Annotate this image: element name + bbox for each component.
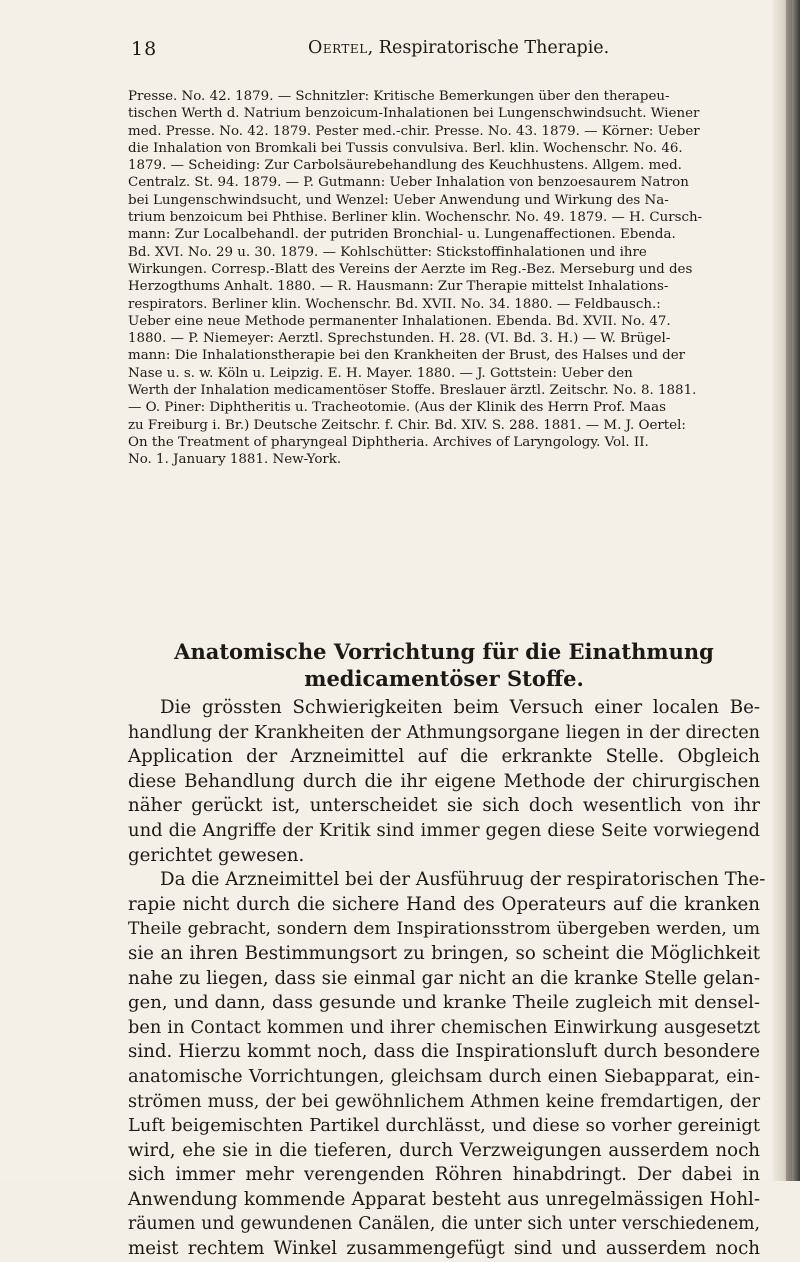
body-line: und die Angriffe der Kritik sind immer gegen diese Seite vorwiegend <box>128 819 760 841</box>
page-number: 18 <box>131 38 158 60</box>
body-line: sind. Hierzu kommt noch, dass die Inspirationsluft durch besondere <box>128 1041 760 1063</box>
reference-line: — O. Piner: Diphtheritis u. Tracheotomie. (Aus der Klinik des Herrn Prof. Maas <box>128 400 666 416</box>
section-heading-line-1: Anatomische Vorrichtung für die Einathmung <box>174 639 714 664</box>
reference-line: die Inhalation von Bromkali bei Tussis convulsiva. Berl. klin. Wochenschr. No. 46. <box>128 140 683 156</box>
reference-line: bei Lungenschwindsucht, und Wenzel: Ueber Anwendung und Wirkung des Na- <box>128 192 669 208</box>
body-line: nahe zu liegen, dass sie einmal gar nicht an die kranke Stelle gelan- <box>128 967 760 989</box>
body-line: rapie nicht durch die sichere Hand des Operateurs auf die kranken <box>128 893 760 915</box>
body-line: räumen und gewundenen Canälen, die unter sich unter verschiedenem, <box>128 1214 760 1235</box>
body-line: Application der Arzneimittel auf die erkrankte Stelle. Obgleich <box>128 746 760 768</box>
reference-line: On the Treatment of pharyngeal Diphtheria. Archives of Laryngology. Vol. II. <box>128 434 649 450</box>
body-line: anatomische Vorrichtungen, gleichsam durch einen Siebapparat, ein- <box>128 1065 760 1087</box>
reference-line: Herzogthums Anhalt. 1880. — R. Hausmann: Zur Therapie mittelst Inhalations- <box>128 279 669 295</box>
reference-line: Wirkungen. Corresp.-Blatt des Vereins der Aerzte im Reg.-Bez. Merseburg und des <box>128 261 693 277</box>
section-heading-line-2: medicamentöser Stoffe. <box>304 666 584 691</box>
body-line: handlung der Krankheiten der Athmungsorgane liegen in der directen <box>128 722 760 743</box>
reference-line: tischen Werth d. Natrium benzoicum-Inhalationen bei Lungenschwindsucht. Wiener <box>128 106 700 122</box>
body-line: meist rechtem Winkel zusammengefügt sind und ausserdem noch <box>128 1238 760 1260</box>
body-line: Die grössten Schwierigkeiten beim Versuch einer localen Be- <box>160 697 760 718</box>
running-title-text: , Respiratorische Therapie. <box>367 38 610 58</box>
body-line: wird, ehe sie in die tieferen, durch Verzweigungen ausserdem noch <box>128 1139 760 1161</box>
body-line: diese Behandlung durch die ihr eigene Methode der chirurgischen <box>128 770 760 792</box>
reference-line: Ueber eine neue Methode permanenter Inhalationen. Ebenda. Bd. XVII. No. 47. <box>128 313 671 329</box>
section-heading <box>128 638 760 692</box>
reference-line: trium benzoicum bei Phthise. Berliner klin. Wochenschr. No. 49. 1879. — H. Cursch- <box>128 210 703 226</box>
running-title-author: Oertel <box>308 38 368 58</box>
page-edge-shadow <box>786 0 792 1181</box>
reference-line: Werth der Inhalation medicamentöser Stoffe. Breslauer ärztl. Zeitschr. No. 8. 1881. <box>128 383 697 399</box>
body-line: ben in Contact kommen und ihrer chemischen Einwirkung ausgesetzt <box>128 1017 760 1038</box>
body-line: Da die Arzneimittel bei der Ausführuug der respiratorischen The- <box>160 869 766 891</box>
running-header <box>0 38 780 68</box>
reference-line: Presse. No. 42. 1879. — Schnitzler: Kritische Bemerkungen über den therapeu- <box>128 89 670 104</box>
body-line: gerichtet gewesen. <box>128 844 305 866</box>
reference-line: Bd. XVI. No. 29 u. 30. 1879. — Kohlschütter: Stickstoffinhalationen und ihre <box>128 244 647 260</box>
reference-line: mann: Die Inhalationstherapie bei den Krankheiten der Brust, des Halses und der <box>128 348 686 364</box>
body-line: Theile gebracht, sondern dem Inspirationsstrom übergeben werden, um <box>128 919 760 940</box>
body-line: Luft beigemischten Partikel durchlässt, und diese so vorher gereinigt <box>128 1115 760 1137</box>
reference-line: 1880. — P. Niemeyer: Aerztl. Sprechstunden. H. 28. (VI. Bd. 3. H.) — W. Brügel- <box>128 331 671 347</box>
body-line: sie an ihren Bestimmungsort zu bringen, so scheint die Möglichkeit <box>128 942 760 964</box>
body-line: gen, und dann, dass gesunde und kranke Theile zugleich mit densel- <box>128 992 760 1014</box>
body-line: sich immer mehr verengenden Röhren hinabdringt. Der dabei in <box>128 1164 760 1186</box>
reference-list <box>128 88 760 469</box>
reference-line: mann: Zur Localbehandl. der putriden Bronchial- u. Lungenaffectionen. Ebenda. <box>128 227 676 243</box>
reference-line: zu Freiburg i. Br.) Deutsche Zeitschr. f. Chir. Bd. XIV. S. 288. 1881. — M. J. Oertel: <box>128 417 686 433</box>
body-line: strömen muss, der bei gewöhnlichem Athmen keine fremdartigen, der <box>128 1091 760 1112</box>
reference-line: Nase u. s. w. Köln u. Leipzig. E. H. Mayer. 1880. — J. Gottstein: Ueber den <box>128 365 633 381</box>
reference-line: 1879. — Scheiding: Zur Carbolsäurebehandlung des Keuchhustens. Allgem. med. <box>128 158 682 174</box>
body-line: Anwendung kommende Apparat besteht aus unregelmässigen Hohl- <box>128 1188 760 1210</box>
reference-line: Centralz. St. 94. 1879. — P. Gutmann: Ueber Inhalation von benzoesaurem Natron <box>128 175 689 191</box>
running-title <box>308 38 609 58</box>
reference-line: No. 1. January 1881. New-York. <box>128 452 342 468</box>
reference-line: respirators. Berliner klin. Wochenschr. Bd. XVII. No. 34. 1880. — Feldbausch.: <box>128 296 661 312</box>
body-text <box>128 696 766 1262</box>
reference-line: med. Presse. No. 42. 1879. Pester med.-chir. Presse. No. 43. 1879. — Körner: Ueber <box>128 123 700 139</box>
body-line: näher gerückt ist, unterscheidet sie sich doch wesentlich von ihr <box>128 795 760 817</box>
